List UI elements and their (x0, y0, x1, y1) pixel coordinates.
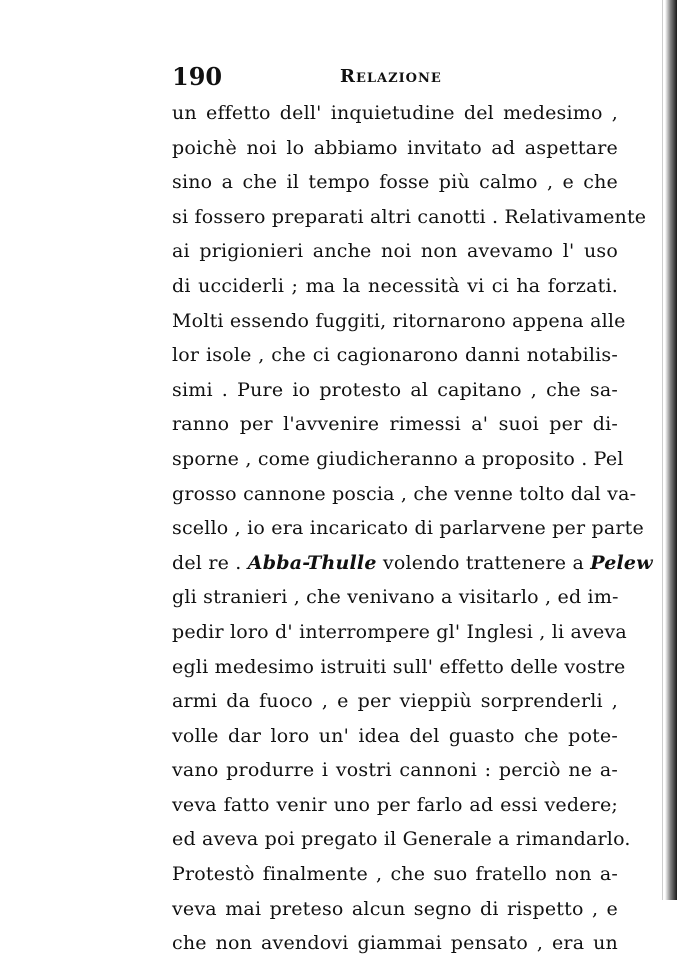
text-line: gli stranieri , che venivano a visitarlo , ed im- (172, 586, 619, 609)
text-segment: del re . (172, 551, 248, 574)
running-head: Relazione (340, 66, 442, 87)
text-line: vano produrre i vostri cannoni : perciò ne a- (172, 759, 618, 782)
text-line: si fossero preparati altri canotti . Relativamente (172, 205, 647, 228)
text-line: poichè noi lo abbiamo invitato ad aspettare (172, 136, 618, 159)
text-line: ai prigionieri anche noi non avevamo l' uso (172, 240, 618, 263)
text-line: sino a che il tempo fosse più calmo , e che (172, 171, 618, 194)
text-line: veva mai preteso alcun segno di rispetto , e (172, 897, 618, 920)
text-line: lor isole , che ci cagionarono danni notabilis- (172, 344, 618, 367)
text-line: pedir loro d' interrompere gl' Inglesi , li aveva (172, 620, 627, 643)
text-line: volle dar loro un' idea del guasto che pote- (172, 724, 618, 747)
person-name-italic: Abba-Thulle (247, 551, 377, 574)
page-number: 190 (172, 62, 223, 91)
text-line: simi . Pure io protesto al capitano , che sa- (172, 378, 618, 401)
text-line: ranno per l'avvenire rimessi a' suoi per di- (172, 413, 618, 436)
text-line: Molti essendo fuggiti, ritornarono appena alle (172, 309, 626, 332)
text-line: egli medesimo istruiti sull' effetto delle vostre (172, 655, 626, 678)
page-gutter-line (662, 0, 663, 900)
text-segment: volendo trattenere a (376, 551, 591, 574)
text-line: di ucciderli ; ma la necessità vi ci ha forzati. (172, 274, 618, 297)
text-line: sporne , come giudicheranno a proposito . Pel (172, 447, 624, 470)
page-header (172, 62, 617, 92)
text-line: grosso cannone poscia , che venne tolto dal va- (172, 482, 637, 505)
text-line: Protestò finalmente , che suo fratello non a- (172, 863, 618, 886)
text-line: ed aveva poi pregato il Generale a rimandarlo. (172, 828, 631, 851)
text-line: che non avendovi giammai pensato , era un (172, 932, 618, 955)
text-line: veva fatto venir uno per farlo ad essi vedere; (172, 793, 618, 816)
text-line: scello , io era incaricato di parlarvene per parte (172, 517, 644, 540)
body-text (172, 96, 653, 961)
text-line: armi da fuoco , e per vieppiù sorprenderli , (172, 690, 618, 713)
place-name-italic: Pelew (590, 551, 653, 574)
text-line-with-names (172, 546, 653, 581)
page-edge-shadow (665, 0, 677, 900)
text-line: un effetto dell' inquietudine del medesimo , (172, 102, 618, 124)
